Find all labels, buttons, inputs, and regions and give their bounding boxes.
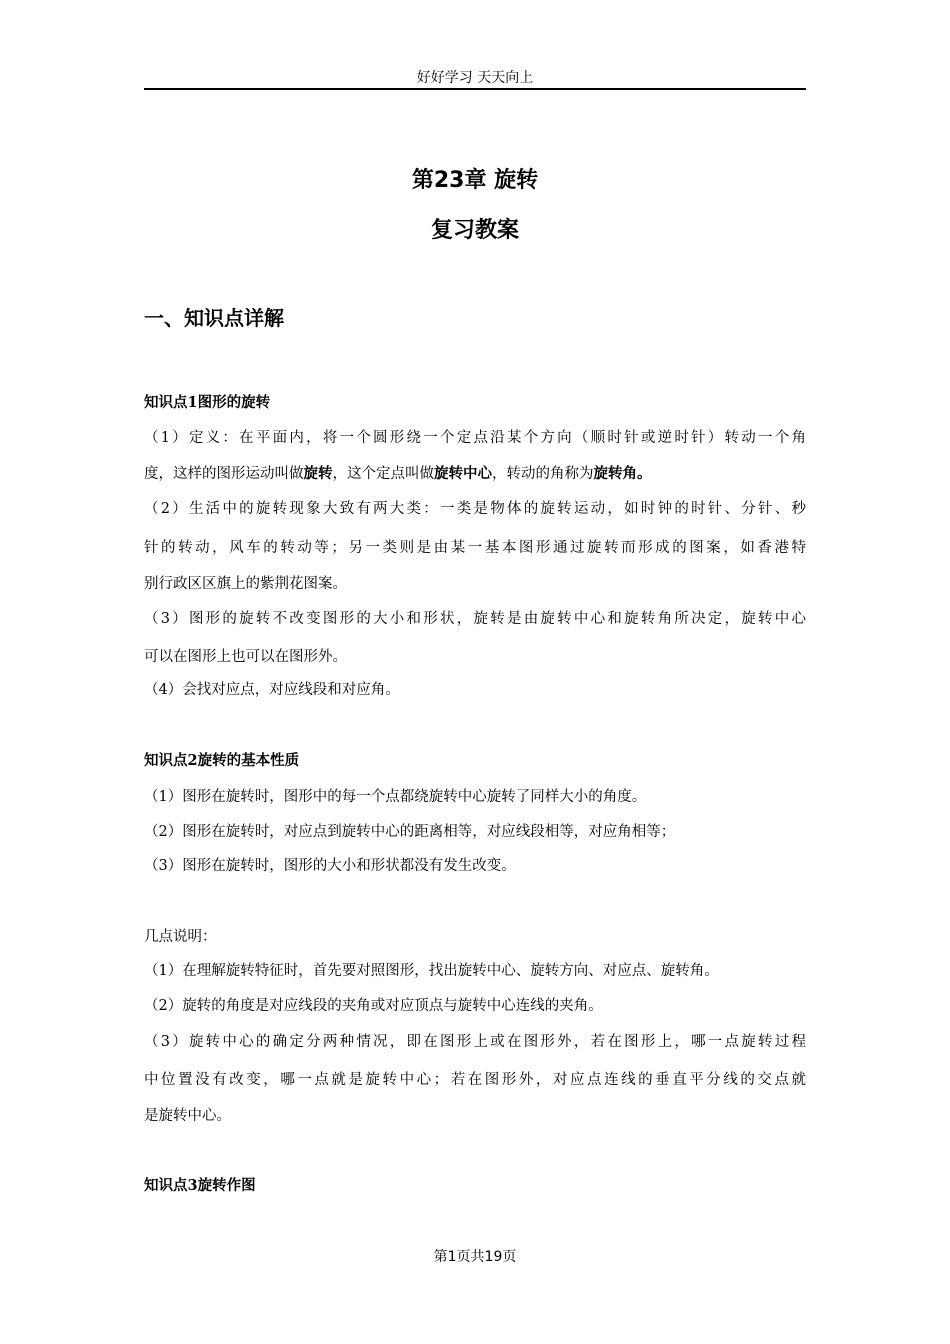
kp1-line-2-text-a: 度，这样的图形运动叫做 [144, 466, 304, 482]
term-rotation: 旋转 [303, 465, 333, 482]
kp2-line-2: （2）图形在旋转时，对应点到旋转中心的距离相等，对应线段相等，对应角相等； [144, 824, 676, 840]
notes-title: 几点说明： [144, 929, 217, 945]
kp1-line-4: 针的转动，风车的转动等；另一类则是由某一基本图形通过旋转而形成的图案，如香港特 [144, 540, 806, 556]
kp2-line-3: （3）图形在旋转时，图形的大小和形状都没有发生改变。 [144, 858, 516, 874]
page-header: 好好学习 天天向上 [416, 70, 534, 86]
kp1-line-2 [144, 464, 806, 484]
page-footer: 第1页共19页 [433, 1249, 517, 1265]
kp3-title: 知识点3旋转作图 [144, 1177, 256, 1194]
notes-line-2: （2）旋转的角度是对应线段的夹角或对应顶点与旋转中心连线的夹角。 [144, 998, 603, 1014]
document-subtitle: 复习教案 [430, 218, 519, 243]
notes-line-5: 是旋转中心。 [144, 1108, 231, 1124]
kp1-line-1: （1）定义：在平面内，将一个圆形绕一个定点沿某个方向（顺时针或逆时针）转动一个角 [144, 430, 806, 446]
term-rotation-angle: 旋转角。 [593, 465, 652, 482]
kp2-title: 知识点2旋转的基本性质 [144, 752, 300, 769]
kp1-line-2-text-e: ，转动的角称为 [492, 466, 594, 482]
term-rotation-center: 旋转中心 [434, 465, 492, 482]
kp1-line-3: （2）生活中的旋转现象大致有两大类：一类是物体的旋转运动，如时钟的时针、分针、秒 [144, 501, 806, 517]
chapter-title: 第23章 旋转 [411, 168, 539, 193]
kp1-line-7: 可以在图形上也可以在图形外。 [144, 649, 347, 665]
kp1-line-6: （3）图形的旋转不改变图形的大小和形状，旋转是由旋转中心和旋转角所决定，旋转中心 [144, 611, 806, 627]
kp1-line-2-text-c: ，这个定点叫做 [332, 466, 434, 482]
kp1-line-5: 别行政区区旗上的紫荆花图案。 [144, 576, 347, 592]
header-rule [144, 88, 806, 90]
section-heading: 一、知识点详解 [144, 306, 284, 330]
kp1-title: 知识点1图形的旋转 [144, 394, 271, 411]
notes-line-4: 中位置没有改变，哪一点就是旋转中心；若在图形外，对应点连线的垂直平分线的交点就 [144, 1072, 806, 1088]
notes-line-3: （3）旋转中心的确定分两种情况，即在图形上或在图形外，若在图形上，哪一点旋转过程 [144, 1034, 806, 1050]
kp1-line-8: （4）会找对应点，对应线段和对应角。 [144, 682, 400, 698]
kp2-line-1: （1）图形在旋转时，图形中的每一个点都绕旋转中心旋转了同样大小的角度。 [144, 789, 647, 805]
notes-line-1: （1）在理解旋转特征时，首先要对照图形，找出旋转中心、旋转方向、对应点、旋转角。 [144, 963, 719, 979]
